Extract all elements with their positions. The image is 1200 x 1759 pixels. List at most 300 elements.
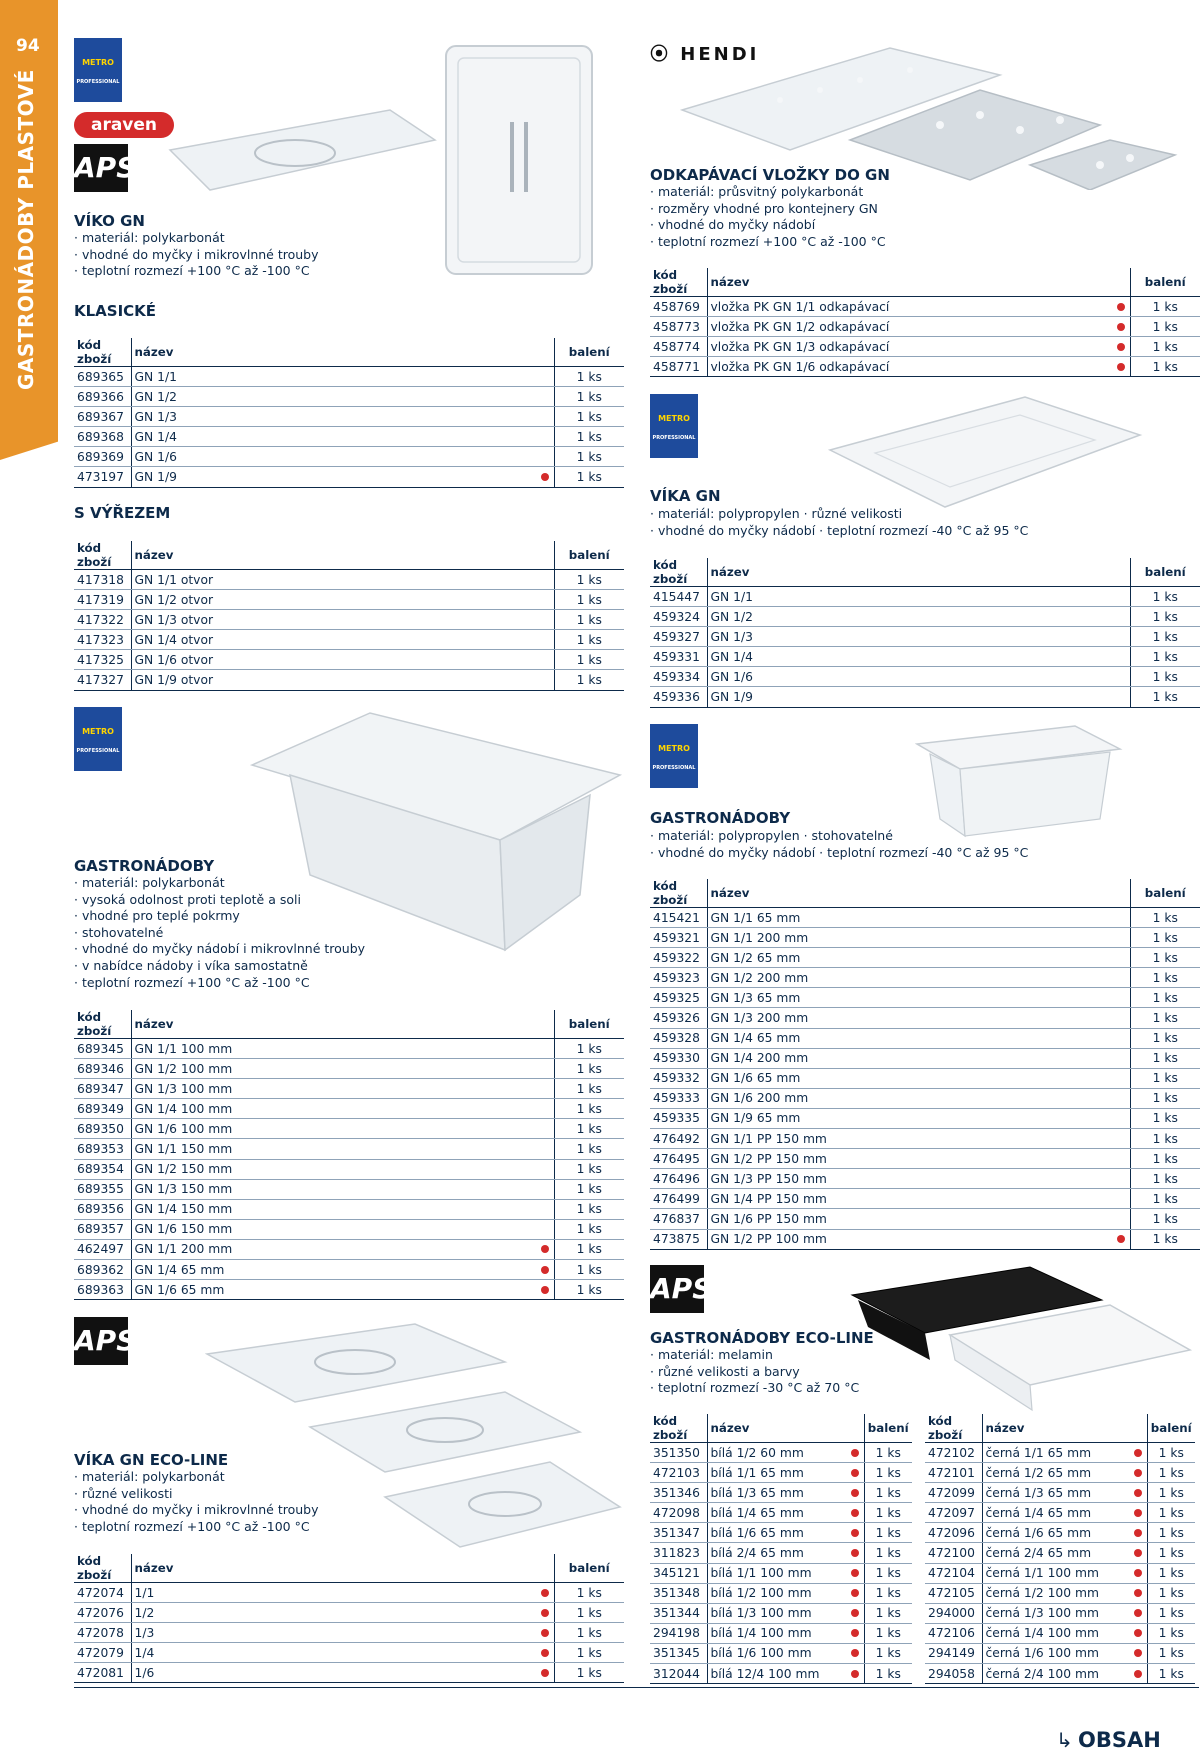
table-row (650, 1149, 1200, 1169)
product-name: GN 1/3 200 mm (707, 1008, 1112, 1028)
table-row (925, 1623, 1195, 1643)
new-item-marker (846, 1583, 864, 1603)
product-pack: 1 ks (864, 1463, 912, 1483)
header-name: název (707, 879, 1130, 908)
product-name: GN 1/6 PP 150 mm (707, 1209, 1112, 1229)
product-pack: 1 ks (554, 1623, 624, 1643)
odkapavaci-title: ODKAPÁVACÍ VLOŽKY DO GN (650, 166, 890, 184)
table-row (74, 1099, 624, 1119)
product-pack: 1 ks (554, 1179, 624, 1199)
product-pack: 1 ks (1130, 948, 1200, 968)
red-dot-icon (851, 1609, 859, 1617)
table-row (74, 1583, 624, 1603)
table-row (650, 948, 1200, 968)
contents-arrow-icon[interactable]: ↳ (1056, 1728, 1073, 1752)
product-name: GN 1/1 (131, 367, 536, 387)
new-item-marker (1129, 1623, 1147, 1643)
new-item-marker (1112, 297, 1130, 317)
product-name: černá 1/4 100 mm (982, 1623, 1129, 1643)
product-pack: 1 ks (1147, 1483, 1195, 1503)
table-header-row (650, 1414, 912, 1443)
header-name: název (131, 541, 554, 570)
table-row (925, 1523, 1195, 1543)
product-pack: 1 ks (554, 1260, 624, 1280)
product-code: 472106 (925, 1623, 982, 1643)
product-code: 472081 (74, 1663, 131, 1683)
red-dot-icon (541, 1669, 549, 1677)
product-code: 689349 (74, 1099, 131, 1119)
product-name: černá 1/6 65 mm (982, 1523, 1129, 1543)
side-category-title: GASTRONÁDOBY PLASTOVÉ (14, 69, 38, 390)
product-pack: 1 ks (554, 1079, 624, 1099)
product-pack: 1 ks (554, 1119, 624, 1139)
product-code: 415421 (650, 908, 707, 928)
product-name: GN 1/9 (707, 687, 1112, 707)
gn-lid-image (150, 105, 440, 195)
product-pack: 1 ks (1147, 1643, 1195, 1663)
red-dot-icon (541, 1589, 549, 1597)
table-row (650, 908, 1200, 928)
table-row (650, 1008, 1200, 1028)
new-item-marker (1112, 627, 1130, 647)
product-code: 689365 (74, 367, 131, 387)
product-pack: 1 ks (1147, 1563, 1195, 1583)
product-name: GN 1/3 (707, 627, 1112, 647)
new-item-marker (536, 1039, 554, 1059)
new-item-marker (1112, 928, 1130, 948)
new-item-marker (536, 467, 554, 487)
new-item-marker (536, 670, 554, 690)
red-dot-icon (1117, 363, 1125, 371)
product-name: GN 1/4 150 mm (131, 1199, 536, 1219)
product-name: GN 1/3 (131, 407, 536, 427)
product-pack: 1 ks (1130, 647, 1200, 667)
red-dot-icon (1134, 1589, 1142, 1597)
product-code: 459323 (650, 968, 707, 988)
product-name: bílá 1/6 100 mm (707, 1643, 846, 1663)
product-code: 472104 (925, 1563, 982, 1583)
red-dot-icon (1134, 1569, 1142, 1577)
product-pack: 1 ks (554, 1239, 624, 1259)
red-dot-icon (1134, 1529, 1142, 1537)
product-pack: 1 ks (1130, 1209, 1200, 1229)
product-pack: 1 ks (864, 1664, 912, 1684)
new-item-marker (1129, 1463, 1147, 1483)
table-row (74, 1643, 624, 1663)
red-dot-icon (1134, 1449, 1142, 1457)
product-name: černá 1/3 100 mm (982, 1603, 1129, 1623)
header-name: název (131, 1554, 554, 1583)
product-name: vložka PK GN 1/3 odkapávací (707, 337, 1112, 357)
product-pack: 1 ks (554, 670, 624, 690)
header-pack: balení (554, 1010, 624, 1039)
product-code: 476496 (650, 1169, 707, 1189)
table-row (650, 1068, 1200, 1088)
table-row (650, 1583, 912, 1603)
gastronadoby-pc-title: GASTRONÁDOBY (74, 857, 215, 875)
product-pack: 1 ks (1130, 667, 1200, 687)
eco-line-white-table (650, 1414, 912, 1684)
product-code: 459333 (650, 1088, 707, 1108)
product-code: 689356 (74, 1199, 131, 1219)
header-code: kód zboží (650, 558, 707, 587)
new-item-marker (846, 1603, 864, 1623)
new-item-marker (536, 1179, 554, 1199)
new-item-marker (1129, 1483, 1147, 1503)
product-code: 417323 (74, 630, 131, 650)
new-item-marker (536, 1059, 554, 1079)
product-code: 472105 (925, 1583, 982, 1603)
product-pack: 1 ks (554, 1139, 624, 1159)
product-code: 351344 (650, 1603, 707, 1623)
gastronadoby-pp-table (650, 879, 1200, 1250)
new-item-marker (1112, 337, 1130, 357)
product-name: GN 1/1 200 mm (131, 1239, 536, 1259)
eco-containers-image (850, 1265, 1195, 1415)
header-code: kód zboží (925, 1414, 982, 1443)
product-code: 476495 (650, 1149, 707, 1169)
table-row (74, 590, 624, 610)
header-code: kód zboží (650, 879, 707, 908)
new-item-marker (1112, 1048, 1130, 1068)
new-item-marker (536, 1623, 554, 1643)
red-dot-icon (851, 1549, 859, 1557)
new-item-marker (1112, 1068, 1130, 1088)
product-name: GN 1/2 200 mm (707, 968, 1112, 988)
product-name: bílá 1/2 60 mm (707, 1443, 846, 1463)
product-name: černá 1/4 65 mm (982, 1503, 1129, 1523)
product-name: GN 1/6 (707, 667, 1112, 687)
product-code: 472102 (925, 1443, 982, 1463)
page-number: 94 (16, 36, 40, 56)
product-code: 415447 (650, 587, 707, 607)
product-pack: 1 ks (1147, 1664, 1195, 1684)
table-row (74, 1179, 624, 1199)
table-row (74, 1260, 624, 1280)
product-pack: 1 ks (1147, 1463, 1195, 1483)
table-header-row (74, 1554, 624, 1583)
table-row (650, 647, 1200, 667)
vika-gn-title: VÍKA GN (650, 487, 721, 505)
table-row (925, 1503, 1195, 1523)
contents-link[interactable]: OBSAH (1078, 1728, 1161, 1752)
new-item-marker (846, 1483, 864, 1503)
table-row (650, 1088, 1200, 1108)
table-row (650, 988, 1200, 1008)
product-pack: 1 ks (1130, 1129, 1200, 1149)
product-name: GN 1/3 otvor (131, 610, 536, 630)
new-item-marker (1112, 667, 1130, 687)
product-name: GN 1/9 otvor (131, 670, 536, 690)
new-item-marker (1112, 1008, 1130, 1028)
header-pack: balení (1130, 558, 1200, 587)
new-item-marker (1112, 357, 1130, 377)
new-item-marker (536, 1280, 554, 1300)
product-pack: 1 ks (554, 467, 624, 487)
table-row (74, 670, 624, 690)
new-item-marker (536, 1079, 554, 1099)
new-item-marker (1112, 1088, 1130, 1108)
product-pack: 1 ks (1130, 607, 1200, 627)
product-pack: 1 ks (864, 1483, 912, 1503)
product-pack: 1 ks (554, 1099, 624, 1119)
product-name: 1/3 (131, 1623, 536, 1643)
product-code: 345121 (650, 1563, 707, 1583)
product-name: černá 1/2 65 mm (982, 1463, 1129, 1483)
new-item-marker (1112, 607, 1130, 627)
product-name: bílá 1/4 100 mm (707, 1623, 846, 1643)
table-row (74, 1159, 624, 1179)
product-pack: 1 ks (554, 367, 624, 387)
header-code: kód zboží (74, 338, 131, 367)
table-row (650, 1229, 1200, 1249)
product-code: 351347 (650, 1523, 707, 1543)
product-name: bílá 1/6 65 mm (707, 1523, 846, 1543)
product-name: bílá 2/4 65 mm (707, 1543, 846, 1563)
product-pack: 1 ks (1130, 908, 1200, 928)
table-row (650, 297, 1200, 317)
table-row (650, 1209, 1200, 1229)
header-pack: balení (554, 541, 624, 570)
header-name: název (982, 1414, 1147, 1443)
product-pack: 1 ks (1130, 1189, 1200, 1209)
new-item-marker (1112, 687, 1130, 707)
table-row (650, 1129, 1200, 1149)
product-name: GN 1/6 100 mm (131, 1119, 536, 1139)
product-pack: 1 ks (1130, 1229, 1200, 1249)
product-name: GN 1/4 200 mm (707, 1048, 1112, 1068)
product-code: 458771 (650, 357, 707, 377)
product-name: GN 1/4 65 mm (707, 1028, 1112, 1048)
table-row (74, 1119, 624, 1139)
table-row (74, 407, 624, 427)
red-dot-icon (1117, 303, 1125, 311)
product-name: černá 1/2 100 mm (982, 1583, 1129, 1603)
new-item-marker (1129, 1523, 1147, 1543)
product-name: bílá 1/1 65 mm (707, 1463, 846, 1483)
red-dot-icon (851, 1649, 859, 1657)
product-name: GN 1/4 65 mm (131, 1260, 536, 1280)
product-pack: 1 ks (1130, 337, 1200, 357)
table-row (650, 1503, 912, 1523)
product-code: 472100 (925, 1543, 982, 1563)
table-row (74, 1039, 624, 1059)
product-pack: 1 ks (1147, 1443, 1195, 1463)
product-code: 459328 (650, 1028, 707, 1048)
product-name: 1/2 (131, 1603, 536, 1623)
product-code: 476499 (650, 1189, 707, 1209)
table-row (650, 687, 1200, 707)
product-name: černá 1/3 65 mm (982, 1483, 1129, 1503)
red-dot-icon (851, 1629, 859, 1637)
new-item-marker (536, 1239, 554, 1259)
odkapavaci-table (650, 268, 1200, 377)
new-item-marker (536, 590, 554, 610)
new-item-marker (846, 1503, 864, 1523)
table-row (650, 1108, 1200, 1128)
product-name: GN 1/6 (131, 447, 536, 467)
product-name: GN 1/2 otvor (131, 590, 536, 610)
product-code: 689355 (74, 1179, 131, 1199)
red-dot-icon (541, 1649, 549, 1657)
new-item-marker (536, 367, 554, 387)
table-row (74, 1603, 624, 1623)
new-item-marker (1112, 908, 1130, 928)
table-row (650, 1563, 912, 1583)
product-name: GN 1/6 65 mm (131, 1280, 536, 1300)
table-row (925, 1443, 1195, 1463)
klasicke-table (74, 338, 624, 488)
red-dot-icon (1117, 343, 1125, 351)
product-name: GN 1/4 (131, 427, 536, 447)
table-row (74, 387, 624, 407)
header-name: název (707, 1414, 864, 1443)
product-name: bílá 1/4 65 mm (707, 1503, 846, 1523)
table-row (650, 1048, 1200, 1068)
product-code: 472097 (925, 1503, 982, 1523)
product-code: 459336 (650, 687, 707, 707)
product-code: 459326 (650, 1008, 707, 1028)
red-dot-icon (1117, 1235, 1125, 1243)
eco-line-bullets: · materiál: melamin · různé velikosti a barvy · teplotní rozmezí -30 °C až 70 °C (650, 1347, 860, 1396)
product-code: 312044 (650, 1664, 707, 1684)
new-item-marker (1129, 1503, 1147, 1523)
product-code: 472078 (74, 1623, 131, 1643)
new-item-marker (846, 1543, 864, 1563)
product-code: 473875 (650, 1229, 707, 1249)
new-item-marker (536, 1139, 554, 1159)
table-row (74, 1139, 624, 1159)
new-item-marker (1112, 1209, 1130, 1229)
product-pack: 1 ks (554, 1643, 624, 1663)
new-item-marker (1129, 1664, 1147, 1684)
table-header-row (74, 1010, 624, 1039)
header-pack: balení (864, 1414, 912, 1443)
table-row (74, 467, 624, 487)
red-dot-icon (851, 1589, 859, 1597)
product-name: GN 1/1 otvor (131, 570, 536, 590)
new-item-marker (536, 427, 554, 447)
product-name: vložka PK GN 1/1 odkapávací (707, 297, 1112, 317)
header-code: kód zboží (650, 268, 707, 297)
product-name: GN 1/9 65 mm (707, 1108, 1112, 1128)
product-pack: 1 ks (864, 1563, 912, 1583)
new-item-marker (846, 1623, 864, 1643)
product-name: GN 1/1 100 mm (131, 1039, 536, 1059)
red-dot-icon (541, 1609, 549, 1617)
new-item-marker (1129, 1443, 1147, 1463)
table-row (650, 337, 1200, 357)
product-name: černá 1/6 100 mm (982, 1643, 1129, 1663)
table-row (650, 607, 1200, 627)
product-name: GN 1/6 150 mm (131, 1219, 536, 1239)
product-code: 472098 (650, 1503, 707, 1523)
product-pack: 1 ks (1130, 1048, 1200, 1068)
red-dot-icon (851, 1489, 859, 1497)
product-pack: 1 ks (1130, 1028, 1200, 1048)
header-name: název (707, 268, 1130, 297)
red-dot-icon (541, 1629, 549, 1637)
product-name: GN 1/2 65 mm (707, 948, 1112, 968)
vyrez-table (74, 541, 624, 691)
new-item-marker (1129, 1603, 1147, 1623)
gastronadoby-pc-bullets: · materiál: polykarbonát · vysoká odolnost proti teplotě a soli · vhodné pro teplé pokrmy · stohovatelné · vhodné do myčky nádobí i mikrovlnné trouby · v nabídce nádoby i víka samostatně · teplotní rozmezí +100 °C až -100 °C (74, 875, 366, 990)
product-name: GN 1/3 65 mm (707, 988, 1112, 1008)
table-row (925, 1583, 1195, 1603)
new-item-marker (1112, 1229, 1130, 1249)
header-code: kód zboží (650, 1414, 707, 1443)
new-item-marker (536, 650, 554, 670)
table-row (650, 1028, 1200, 1048)
new-item-marker (536, 1663, 554, 1683)
product-name: GN 1/1 200 mm (707, 928, 1112, 948)
product-code: 689366 (74, 387, 131, 407)
table-row (650, 968, 1200, 988)
product-name: vložka PK GN 1/2 odkapávací (707, 317, 1112, 337)
product-pack: 1 ks (1147, 1623, 1195, 1643)
table-row (925, 1483, 1195, 1503)
product-name: vložka PK GN 1/6 odkapávací (707, 357, 1112, 377)
product-code: 472096 (925, 1523, 982, 1543)
product-name: GN 1/1 150 mm (131, 1139, 536, 1159)
gastronadoby-pp-bullets: · materiál: polypropylen · stohovatelné · vhodné do myčky nádobí · teplotní rozmezí -40 °C až 95 °C (650, 828, 1029, 860)
new-item-marker (536, 1583, 554, 1603)
new-item-marker (846, 1463, 864, 1483)
new-item-marker (1112, 1028, 1130, 1048)
product-name: GN 1/1 65 mm (707, 908, 1112, 928)
product-code: 417327 (74, 670, 131, 690)
new-item-marker (1112, 1108, 1130, 1128)
product-code: 689367 (74, 407, 131, 427)
product-pack: 1 ks (554, 1280, 624, 1300)
product-code: 351350 (650, 1443, 707, 1463)
table-row (650, 1483, 912, 1503)
product-name: GN 1/3 PP 150 mm (707, 1169, 1112, 1189)
product-code: 417325 (74, 650, 131, 670)
header-code: kód zboží (74, 1010, 131, 1039)
new-item-marker (1129, 1563, 1147, 1583)
table-row (650, 627, 1200, 647)
gn-lid-top-image (440, 42, 600, 282)
product-pack: 1 ks (864, 1623, 912, 1643)
product-pack: 1 ks (1130, 988, 1200, 1008)
product-code: 476492 (650, 1129, 707, 1149)
product-pack: 1 ks (1130, 687, 1200, 707)
header-name: název (707, 558, 1130, 587)
metro-logo: METRO PROFESSIONAL (74, 707, 122, 771)
product-name: černá 1/1 100 mm (982, 1563, 1129, 1583)
table-row (925, 1543, 1195, 1563)
new-item-marker (536, 570, 554, 590)
metro-logo: METRO PROFESSIONAL (650, 394, 698, 458)
product-code: 689347 (74, 1079, 131, 1099)
table-row (650, 1643, 912, 1663)
table-row (650, 928, 1200, 948)
header-code: kód zboží (74, 1554, 131, 1583)
product-name: GN 1/2 (131, 387, 536, 407)
product-pack: 1 ks (864, 1543, 912, 1563)
new-item-marker (1112, 1169, 1130, 1189)
new-item-marker (1129, 1643, 1147, 1663)
product-pack: 1 ks (554, 1583, 624, 1603)
new-item-marker (536, 387, 554, 407)
product-pack: 1 ks (864, 1503, 912, 1523)
product-pack: 1 ks (554, 650, 624, 670)
product-code: 689345 (74, 1039, 131, 1059)
product-pack: 1 ks (554, 447, 624, 467)
table-row (925, 1643, 1195, 1663)
product-name: GN 1/2 PP 100 mm (707, 1229, 1112, 1249)
